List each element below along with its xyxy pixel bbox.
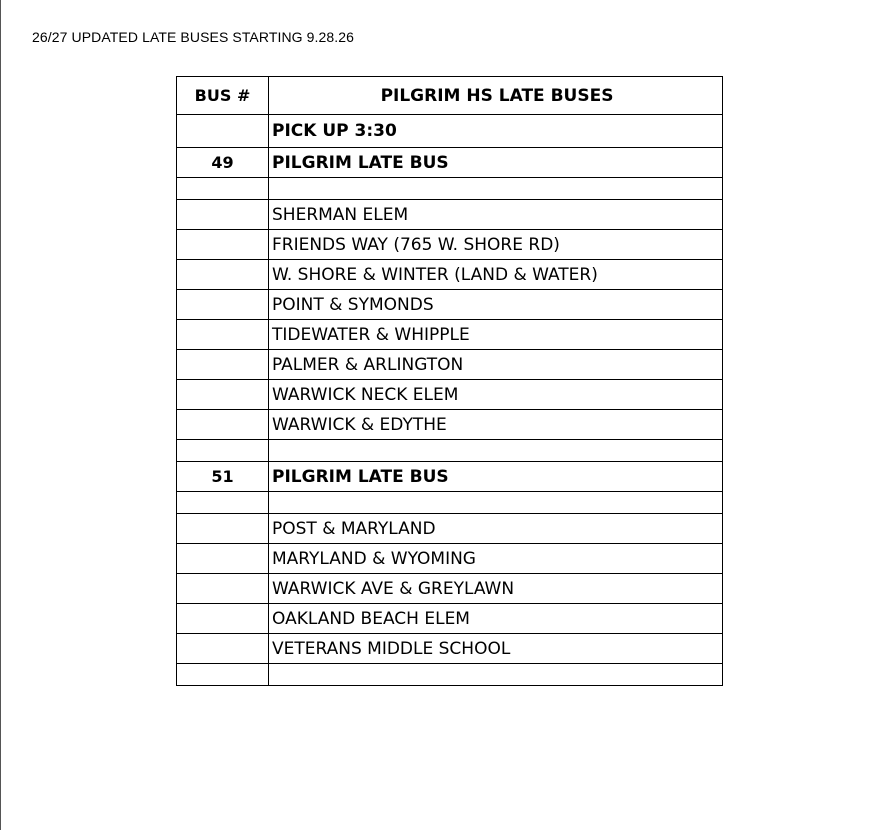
empty-cell <box>177 604 269 634</box>
empty-cell <box>269 664 723 686</box>
empty-cell <box>177 380 269 410</box>
table-row <box>177 380 723 410</box>
empty-cell <box>177 260 269 290</box>
empty-cell <box>177 492 269 514</box>
stop-name: WARWICK & EDYTHE <box>269 410 723 440</box>
page-left-border <box>0 0 1 830</box>
bus-number: 51 <box>177 462 269 492</box>
empty-cell <box>269 492 723 514</box>
table-row <box>177 350 723 380</box>
table-row <box>177 604 723 634</box>
table-row <box>177 290 723 320</box>
stop-name: POST & MARYLAND <box>269 514 723 544</box>
stop-name: SHERMAN ELEM <box>269 200 723 230</box>
document-heading: 26/27 UPDATED LATE BUSES STARTING 9.28.26 <box>32 29 355 45</box>
empty-cell <box>177 115 269 148</box>
empty-cell <box>177 634 269 664</box>
blank-row <box>177 178 723 200</box>
stop-name: POINT & SYMONDS <box>269 290 723 320</box>
table-title: PILGRIM HS LATE BUSES <box>269 77 723 115</box>
table-row <box>177 544 723 574</box>
stop-name: FRIENDS WAY (765 W. SHORE RD) <box>269 230 723 260</box>
pickup-row <box>177 115 723 148</box>
empty-cell <box>177 290 269 320</box>
late-bus-table <box>176 76 723 686</box>
table-row <box>177 320 723 350</box>
empty-cell <box>177 574 269 604</box>
pickup-time: PICK UP 3:30 <box>269 115 723 148</box>
stop-name: PALMER & ARLINGTON <box>269 350 723 380</box>
empty-cell <box>177 200 269 230</box>
empty-cell <box>177 514 269 544</box>
empty-cell <box>269 178 723 200</box>
table-row <box>177 514 723 544</box>
route-name: PILGRIM LATE BUS <box>269 462 723 492</box>
stop-name: W. SHORE & WINTER (LAND & WATER) <box>269 260 723 290</box>
table-row <box>177 230 723 260</box>
table-row <box>177 200 723 230</box>
empty-cell <box>177 664 269 686</box>
blank-row <box>177 492 723 514</box>
bus-number-column-header: BUS # <box>177 77 269 115</box>
stop-name: WARWICK AVE & GREYLAWN <box>269 574 723 604</box>
empty-cell <box>177 178 269 200</box>
empty-cell <box>177 230 269 260</box>
empty-cell <box>177 350 269 380</box>
empty-cell <box>269 440 723 462</box>
table-row <box>177 634 723 664</box>
empty-cell <box>177 320 269 350</box>
blank-row <box>177 440 723 462</box>
route-header-row <box>177 462 723 492</box>
stop-name: VETERANS MIDDLE SCHOOL <box>269 634 723 664</box>
bus-number: 49 <box>177 148 269 178</box>
table-row <box>177 260 723 290</box>
route-name: PILGRIM LATE BUS <box>269 148 723 178</box>
stop-name: WARWICK NECK ELEM <box>269 380 723 410</box>
stop-name: OAKLAND BEACH ELEM <box>269 604 723 634</box>
blank-row <box>177 664 723 686</box>
stop-name: MARYLAND & WYOMING <box>269 544 723 574</box>
table-row <box>177 574 723 604</box>
empty-cell <box>177 410 269 440</box>
empty-cell <box>177 544 269 574</box>
empty-cell <box>177 440 269 462</box>
stop-name: TIDEWATER & WHIPPLE <box>269 320 723 350</box>
table-row <box>177 410 723 440</box>
route-header-row <box>177 148 723 178</box>
table-header-row <box>177 77 723 115</box>
